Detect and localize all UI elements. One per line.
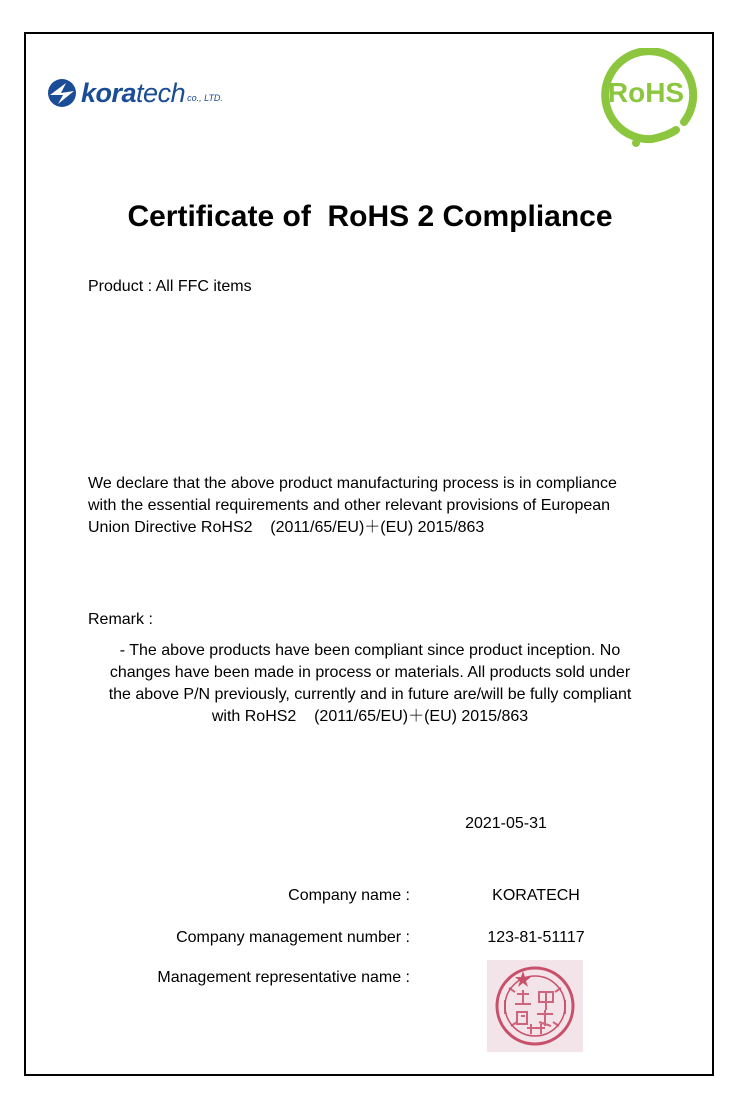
remark-label: Remark :	[88, 611, 153, 628]
remark-line-4: with RoHS2 (2011/65/EU)＋(EU) 2015/863	[211, 708, 529, 725]
rohs-logo	[596, 48, 700, 152]
remark-line-3: the above P/N previously, currently and in future are/will be fully compliant	[108, 686, 632, 703]
remark-line-1: - The above products have been compliant since product inception. No	[119, 642, 621, 659]
declaration-line-1: We declare that the above product manufacturing process is in compliance	[88, 475, 617, 492]
company-mgmt-number-value: 123-81-51117	[487, 929, 585, 946]
declaration-line-2: with the essential requirements and other relevant provisions of European	[88, 497, 611, 514]
koratech-logo-icon	[46, 77, 78, 109]
company-name-value: KORATECH	[492, 887, 580, 904]
koratech-logo	[46, 72, 236, 114]
remark-line-2: changes have been made in process or materials. All products sold under	[109, 664, 631, 681]
issue-date: 2021-05-31	[465, 815, 547, 832]
company-mgmt-number-label: Company management number :	[176, 929, 410, 946]
certificate-title: Certificate of RoHS 2 Compliance	[127, 200, 613, 233]
declaration-line-3: Union Directive RoHS2 (2011/65/EU)＋(EU) 2015/863	[88, 519, 485, 536]
company-name-label: Company name :	[288, 887, 410, 904]
rohs-logo-text: RoHS	[607, 77, 685, 108]
logo-text-tech: tech	[136, 77, 186, 108]
logo-text-suffix: co., LTD.	[187, 93, 223, 103]
logo-text-kora: kora	[81, 77, 137, 108]
representative-name-label: Management representative name :	[157, 969, 410, 986]
page-border	[24, 32, 714, 1076]
company-seal-stamp	[487, 960, 583, 1052]
product-line: Product : All FFC items	[88, 278, 252, 295]
